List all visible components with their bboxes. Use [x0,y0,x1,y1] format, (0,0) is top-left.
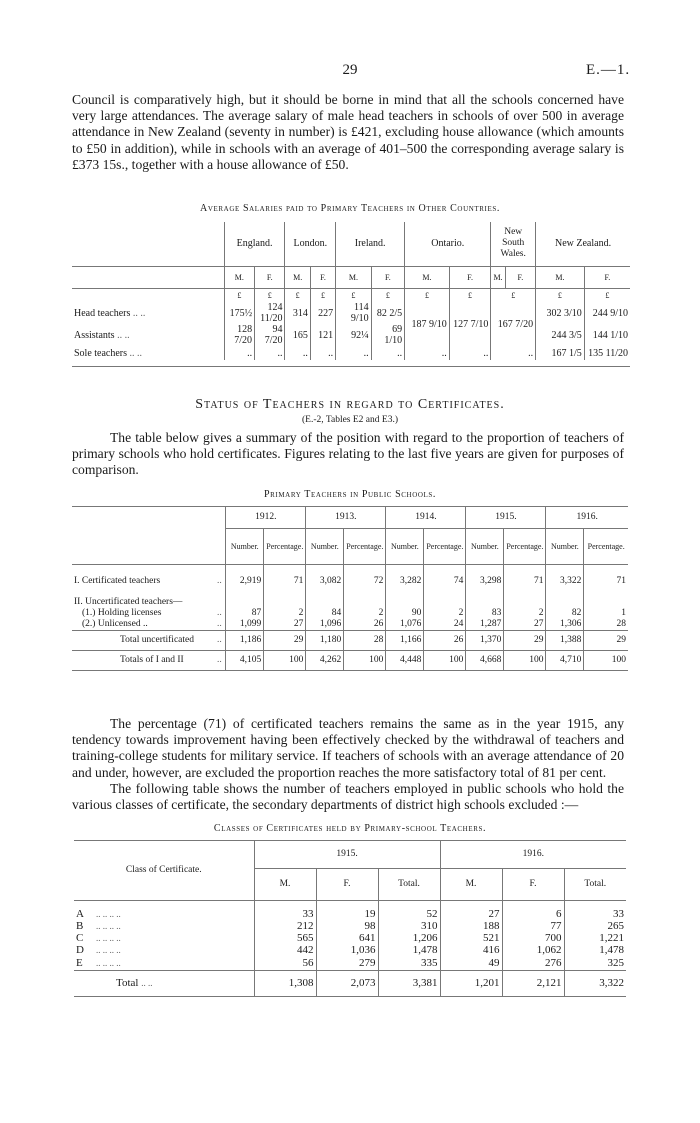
cell-value: 4,262 [306,651,344,671]
cell-value: 4,668 [466,651,504,671]
cell-value: 72 [344,575,386,589]
cell-value: 188 [440,921,502,933]
cell-value: 69 1/10 [371,324,404,346]
cell-value: 244 3/5 [536,324,585,346]
cell-value: 1,287 [466,619,504,631]
class-label: D [76,944,84,956]
cell-value: .. [310,346,335,360]
row-label: Total uncertificated [72,631,215,651]
year-1915: 1915. [254,841,440,869]
cell-value: 2,121 [502,971,564,997]
cell-value: 27 [504,619,546,631]
cell-value: 71 [584,575,628,589]
cell-value: 2 [264,608,306,619]
certificates-heading: Status of Teachers in regard to Certificates. [195,397,505,412]
class-of-certificate-header: Class of Certificate. [74,841,254,901]
cell-value: 1,308 [254,971,316,997]
certificates-paragraph: The table below gives a summary of the position with regard to the proportion of teachers of primary schools who hold certificates. Figures relating to the last five years are given for purposes of comparison. [72,430,624,478]
salaries-table [72,222,630,367]
currency-mark: £ [536,288,585,302]
sex-header-f: F. [371,266,404,288]
leader-dots: .. [217,607,222,618]
page-number: 29 [342,62,358,78]
sex-header-f: F. [584,266,630,288]
sex-header-m: M. [491,266,505,288]
col-number: Number. [546,529,584,565]
cell-value: 276 [502,957,564,971]
currency-mark: £ [584,288,630,302]
currency-mark: £ [310,288,335,302]
col-f: F. [316,869,378,901]
cell-value: 1,370 [466,631,504,651]
cell-value: 98 [316,921,378,933]
cell-value: 29 [504,631,546,651]
cell-value: 128 7/20 [224,324,254,346]
cell-value: 27 [264,619,306,631]
cell-value: 442 [254,945,316,957]
country-new-south-wales: New South Wales. [491,222,536,266]
col-percentage: Percentage. [264,529,306,565]
country-ontario: Ontario. [405,222,491,266]
salaries-stub-header [72,222,224,266]
cell-value: 135 11/20 [584,346,630,360]
cell-value: 26 [424,631,466,651]
cell-value: 3,322 [546,575,584,589]
cell-value: 56 [254,957,316,971]
col-number: Number. [466,529,504,565]
cell-value: 167 1/5 [536,346,585,360]
currency-mark: £ [285,288,310,302]
cell-value: 29 [264,631,306,651]
cell-value: 83 [466,608,504,619]
cell-value: 2 [344,608,386,619]
cell-value: 565 [254,933,316,945]
cell-value: 4,448 [386,651,424,671]
cell-value: 4,105 [226,651,264,671]
col-total: Total. [564,869,626,901]
row-label: Assistants .. .. [74,329,130,341]
cell-value: 28 [344,631,386,651]
cell-value: .. [255,346,285,360]
col-number: Number. [306,529,344,565]
cell-value: 1,201 [440,971,502,997]
cell-value: 2 [424,608,466,619]
row-label: Head teachers .. .. [74,307,146,319]
public-schools-table-caption: Primary Teachers in Public Schools. [263,489,436,500]
cell-value: .. [405,346,450,360]
class-label: A [76,908,84,920]
cell-value: 3,082 [306,575,344,589]
cell-value: 27 [440,909,502,921]
cell-value: 24 [424,619,466,631]
cell-value: .. [449,346,491,360]
currency-mark: £ [336,288,372,302]
cell-value: 94 7/20 [255,324,285,346]
cell-value: 1,306 [546,619,584,631]
cell-value: 100 [264,651,306,671]
cell-value: 1,099 [226,619,264,631]
public-schools-table [72,506,628,671]
col-number: Number. [386,529,424,565]
cell-value: 127 7/10 [449,302,491,346]
cell-value: 90 [386,608,424,619]
cell-value: 1,388 [546,631,584,651]
cell-value: 82 [546,608,584,619]
currency-mark: £ [491,288,536,302]
cell-value: 29 [584,631,628,651]
cell-value: .. [336,346,372,360]
sex-header-m: M. [536,266,585,288]
cell-value: 2 [504,608,546,619]
class-label: B [76,920,84,932]
year-1914: 1914. [386,507,466,529]
cell-value: 92¼ [336,324,372,346]
salaries-table-caption: Average Salaries paid to Primary Teachers in Other Countries. [200,203,500,214]
col-m: M. [254,869,316,901]
leader-dots: .. .. .. .. [96,921,121,931]
cell-value: 1,180 [306,631,344,651]
leader-dots: .. .. .. .. [94,957,254,971]
cell-value: 1,076 [386,619,424,631]
row-label: Sole teachers .. .. [74,347,143,359]
class-label: C [76,932,84,944]
cell-value: 1,206 [378,933,440,945]
year-1916: 1916. [440,841,626,869]
cell-value: 227 [310,302,335,324]
cell-value: 52 [378,909,440,921]
classes-table [74,840,626,997]
col-f: F. [502,869,564,901]
cell-value: 4,710 [546,651,584,671]
cell-value: 335 [378,957,440,971]
sex-header-m: M. [224,266,254,288]
year-1915: 1915. [466,507,546,529]
cell-value: 100 [504,651,546,671]
cell-value: 1,166 [386,631,424,651]
row-label: (2.) Unlicensed .. [72,619,215,631]
cell-value: 175½ [224,302,254,324]
country-london: London. [285,222,336,266]
cell-value: 641 [316,933,378,945]
cell-value: 1,221 [564,933,626,945]
cell-value: 82 2/5 [371,302,404,324]
cell-value: 84 [306,608,344,619]
intro-paragraph: Council is comparatively high, but it should be borne in mind that all the schools concerned have very large attendances. The average salary of male head teachers in schools of over 500 in average attendance in New Zealand (seventy in number) is £421, excluding house allowance (which amounts to £50 in addition), while in schools with an average of 401–500 the corresponding average salary is £373 15s., together with a house allowance of £50. [72,92,624,172]
cell-value: .. [371,346,404,360]
year-1913: 1913. [306,507,386,529]
percentage-paragraph: The percentage (71) of certificated teachers remains the same as in the year 1915, any tendency towards improvement having been effectively checked by the withdrawal of teachers and training-college students for military service. If teachers of schools with an average attendance of 20 and under, however, are excluded the proportion reaches the more satisfactory total of 81 per cent. [72,716,624,780]
cell-value: 144 1/10 [584,324,630,346]
country-ireland: Ireland. [336,222,405,266]
cell-value: 165 [285,324,310,346]
row-label: II. Uncertificated teachers— [74,596,183,607]
row-label: (1.) Holding licenses [82,607,162,618]
row-label: Totals of I and II [72,651,215,671]
cell-value: 77 [502,921,564,933]
cell-value: 416 [440,945,502,957]
cell-value: 100 [424,651,466,671]
cell-value: 1,036 [316,945,378,957]
currency-mark: £ [224,288,254,302]
cell-value: 49 [440,957,502,971]
col-number: Number. [226,529,264,565]
leader-dots: .. .. .. .. [96,945,121,955]
cell-value: 71 [264,575,306,589]
leader-dots: .. .. .. .. [96,909,121,919]
cell-value: 3,381 [378,971,440,997]
cell-value: 121 [310,324,335,346]
year-1916: 1916. [546,507,628,529]
leader-dots: .. .. .. .. [96,933,121,943]
col-percentage: Percentage. [504,529,546,565]
sex-header-f: F. [505,266,535,288]
cell-value: 1,478 [564,945,626,957]
cell-value: 2,919 [226,575,264,589]
cell-value: 325 [564,957,626,971]
cell-value: 302 3/10 [536,302,585,324]
leader-dots: .. [217,576,222,586]
cell-value: 1,186 [226,631,264,651]
cell-value: 3,298 [466,575,504,589]
cell-value: .. [285,346,310,360]
cell-value: 167 7/20 [491,302,536,346]
col-percentage: Percentage. [584,529,628,565]
cell-value: 3,322 [564,971,626,997]
col-percentage: Percentage. [344,529,386,565]
cell-value: 244 9/10 [584,302,630,324]
classes-intro-paragraph: The following table shows the number of teachers employed in public schools who hold the various classes of certificate, the secondary departments of district high schools excluded :— [72,781,624,813]
leader-dots: .. [215,651,226,671]
sex-header-m: M. [336,266,372,288]
cell-value: 100 [344,651,386,671]
cell-value: 314 [285,302,310,324]
col-m: M. [440,869,502,901]
currency-mark: £ [405,288,450,302]
cell-value: 521 [440,933,502,945]
document-reference: E.—1. [586,62,631,78]
certificates-subreference: (E.-2, Tables E2 and E3.) [302,415,398,425]
cell-value: 310 [378,921,440,933]
currency-mark: £ [449,288,491,302]
sex-header-f: F. [449,266,491,288]
sex-header-m: M. [405,266,450,288]
cell-value: 19 [316,909,378,921]
cell-value: 1 [584,608,628,619]
currency-mark: £ [371,288,404,302]
cell-value: 33 [564,909,626,921]
leader-dots: .. [215,619,226,631]
cell-value: 1,096 [306,619,344,631]
cell-value: 1,062 [502,945,564,957]
sex-header-f: F. [255,266,285,288]
cell-value: 28 [584,619,628,631]
cell-value: .. [491,346,536,360]
row-label: I. Certificated teachers [74,576,161,586]
cell-value: 3,282 [386,575,424,589]
cell-value: 114 9/10 [336,302,372,324]
class-label: E [74,957,94,971]
cell-value: 265 [564,921,626,933]
total-row-label: Total .. .. [74,971,254,997]
sex-header-m: M. [285,266,310,288]
cell-value: 71 [504,575,546,589]
country-new-zealand: New Zealand. [536,222,630,266]
cell-value: 6 [502,909,564,921]
year-1912: 1912. [226,507,306,529]
currency-mark: £ [255,288,285,302]
col-total: Total. [378,869,440,901]
cell-value: 2,073 [316,971,378,997]
cell-value: 33 [254,909,316,921]
cell-value: 100 [584,651,628,671]
cell-value: 26 [344,619,386,631]
cell-value: 87 [226,608,264,619]
cell-value: 74 [424,575,466,589]
cell-value: 212 [254,921,316,933]
classes-table-caption: Classes of Certificates held by Primary-school Teachers. [213,823,487,834]
cell-value: 700 [502,933,564,945]
cell-value: 124 11/20 [255,302,285,324]
cell-value: 1,478 [378,945,440,957]
cell-value: 187 9/10 [405,302,450,346]
sex-header-f: F. [310,266,335,288]
cell-value: .. [224,346,254,360]
col-percentage: Percentage. [424,529,466,565]
cell-value: 279 [316,957,378,971]
country-england: England. [224,222,285,266]
leader-dots: .. [215,631,226,651]
